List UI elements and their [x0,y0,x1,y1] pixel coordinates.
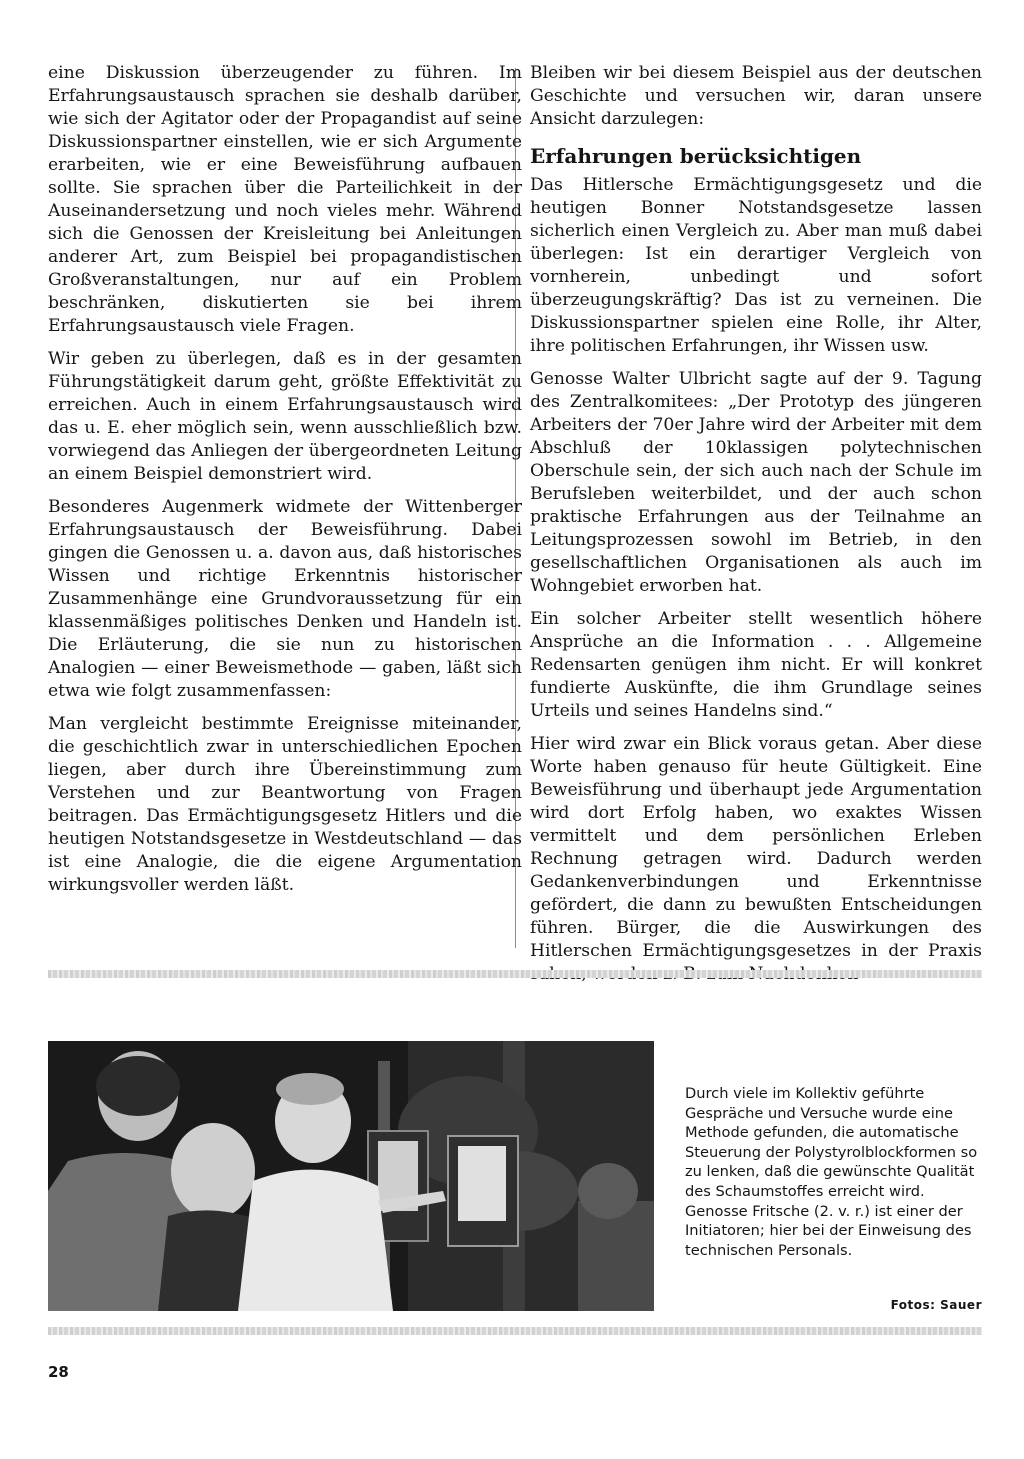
paragraph: Ein solcher Arbeiter stellt wesentlich höhere Ansprüche an die Information . . . Allgemeine Redensarten genügen ihm nicht. Er will konkret fundierte Auskünfte, die ihm Grundlage seines Urteils und seines Handelns sind.“ [530,609,982,721]
decorative-band [48,1327,982,1335]
photo [48,1041,654,1311]
paragraph: Das Hitlersche Ermächtigungsgesetz und die heutigen Bonner Notstandsgesetze lassen sicherlich einen Vergleich zu. Aber man muß dabei überlegen: Ist ein derartiger Vergleich von vornherein, unbedingt und sofort überzeugungskräftig? Das ist zu verneinen. Die Diskussionspartner spielen eine Rolle, ihr Alter, ihre politischen Erfahrungen, ihr Wissen usw. [530,175,982,356]
paragraph: Besonderes Augenmerk widmete der Wittenberger Erfahrungsaustausch der Beweisführung. Dabei gingen die Genossen u. a. davon aus, daß historisches Wissen und richtige Erkenntnis historischer Zusammenhänge eine Grundvoraussetzung für ein klassenmäßiges politisches Denken und Handeln ist. Die Erläuterung, die sie nun zu historischen Analogien — einer Beweismethode — gaben, läßt sich etwa wie folgt zusammenfassen: [48,497,522,701]
paragraph: Man vergleicht bestimmte Ereignisse miteinander, die geschichtlich zwar in unterschiedlichen Epochen liegen, aber durch ihre Übereinstimmung zum Verstehen und zur Beantwortung von Fragen beitragen. Das Ermächtigungsgesetz Hitlers und die heutigen Notstandsgesetze in Westdeutschland — das ist eine Analogie, die die eigene Argumentation wirkungsvoller werden läßt. [48,714,522,895]
left-column [48,62,522,907]
paragraph: Wir geben zu überlegen, daß es in der gesamten Führungstätigkeit darum geht, größte Effektivität zu erreichen. Auch in einem Erfahrungsaustausch wird das u. E. eher möglich sein, wenn ausschließlich bzw. vorwiegend das Anliegen der übergeordneten Leitung an einem Beispiel demonstriert wird. [48,349,522,484]
page-number: 28 [48,1363,69,1381]
photo-caption [685,1084,981,1260]
paragraph: Hier wird zwar ein Blick voraus getan. Aber diese Worte haben genauso für heute Gültigkeit. Eine Beweisführung und überhaupt jede Argumentation wird dort Erfolg haben, wo exaktes Wissen vermittelt und dem persönlichen Erleben Rechnung getragen wird. Dadurch werden Gedankenverbindungen und Erkenntnisse gefördert, die dann zu bewußten Entscheidungen führen. Bürger, die die Auswirkungen des Hitlerschen Ermächtigungsgesetzes in der Praxis [530,734,982,961]
paragraph: eine Diskussion überzeugender zu führen. Im Erfahrungsaustausch sprachen sie deshalb darüber, wie sich der Agitator oder der Propagandist auf seine Diskussionspartner einstellen, wie er sich Argumente erarbeiten, wie er eine Beweisführung aufbauen sollte. Sie sprachen über die Parteilichkeit in der Auseinandersetzung und noch vieles mehr. Während sich die Genossen der Kreisleitung bei Anleitungen anderer Art, zum Beispiel bei propagandistischen Großveranstaltungen, nur auf ein Problem beschränken, diskutierten sie bei ihrem Erfahrungsaustausch viele Fragen. [48,63,522,336]
decorative-band [48,970,982,978]
section-heading: Erfahrungen berücksichtigen [530,144,862,168]
paragraph: Genosse Walter Ulbricht sagte auf der 9. Tagung des Zentralkomitees: „Der Prototyp des jüngeren Arbeiters der 70er Jahre wird der Arbeiter mit dem Abschluß der 10klassigen polytechnischen Oberschule sein, der sich auch nach der Schule im Berufsleben weiterbildet, und der auch schon praktische Erfahrungen aus der Teilnahme an Leitungsprozessen sowohl im Betrieb, in den gesellschaftlichen Organisationen als auch im Wohngebiet erworben hat. [530,369,982,596]
caption-text: Durch viele im Kollektiv geführte Gespräche und Versuche wurde eine Methode gefunden, die automatische Steuerung der Polystyrolblockformen so zu lenken, daß die gewünschte Qualität des Schaumstoffes erreicht wird. [685,1085,978,1200]
photo-credit: Fotos: Sauer [890,1298,982,1312]
caption-text: Genosse Fritsche (2. v. r.) ist einer der Initiatoren; hier bei der Einweisung des technischen Personals. [685,1202,972,1259]
intro-paragraph: Bleiben wir bei diesem Beispiel aus der deutschen Geschichte und versuchen wir, daran unsere Ansicht darzulegen: [530,63,982,129]
right-column [530,62,982,996]
